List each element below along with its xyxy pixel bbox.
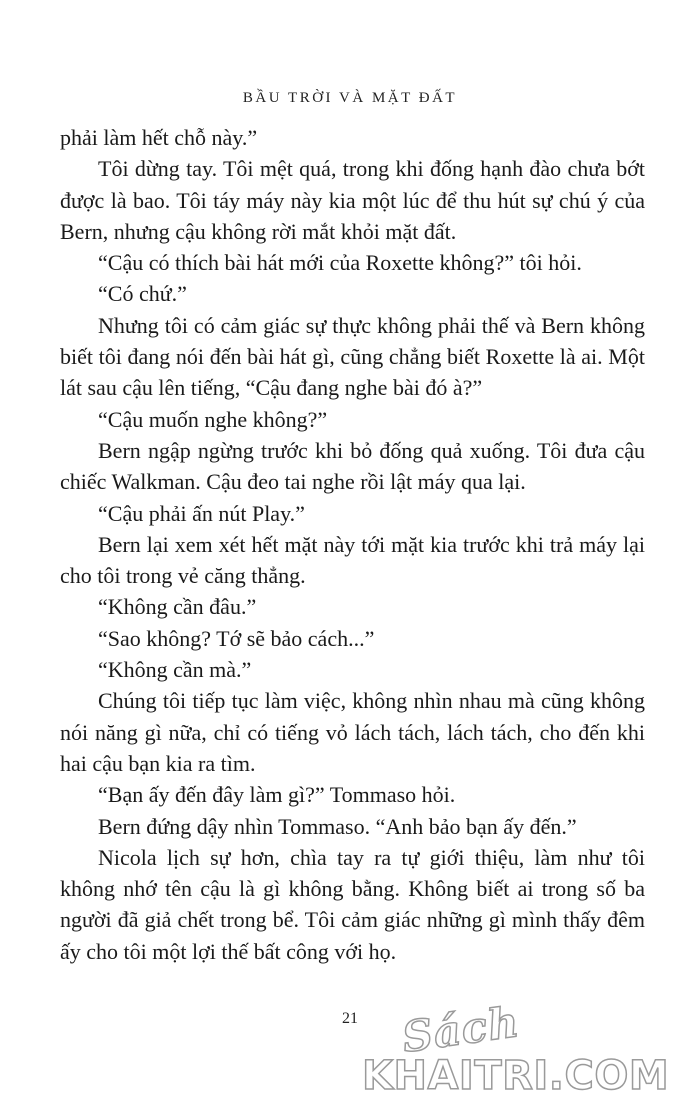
paragraph-5: Nhưng tôi có cảm giác sự thực không phải thế và Bern không biết tôi đang nói đến bài hát gì, cũng chẳng biết Roxette là ai. Một lát sau cậu lên tiếng, “Cậu đang nghe bài đó à?”: [60, 312, 645, 401]
paragraph-4: “Có chứ.”: [98, 281, 187, 307]
paragraph-13: Chúng tôi tiếp tục làm việc, không nhìn nhau mà cũng không nói năng gì nữa, chỉ có tiếng vỏ lách tách, lách tách, cho đến khi hai cậu bạn kia ra tìm.: [60, 688, 645, 776]
paragraph-1: phải làm hết chỗ này.”: [60, 125, 258, 150]
paragraph-12: “Không cần mà.”: [98, 657, 252, 683]
watermark-logo: [362, 997, 682, 1113]
paragraph-3: “Cậu có thích bài hát mới của Roxette không?” tôi hỏi.: [98, 250, 582, 276]
paragraph-16: Nicola lịch sự hơn, chìa tay ra tự giới thiệu, làm như tôi không nhớ tên cậu là gì không bằng. Không biết ai trong số ba người đã giả chết trong bể. Tôi cảm giác những gì mình thấy đêm ấy cho tôi một lợi thế bất công với họ.: [60, 844, 645, 964]
paragraph-9: Bern lại xem xét hết mặt này tới mặt kia trước khi trả máy lại cho tôi trong vẻ căng thẳng.: [60, 531, 645, 589]
paragraph-2: Tôi dừng tay. Tôi mệt quá, trong khi đống hạnh đào chưa bớt được là bao. Tôi táy máy này kia một lúc để thu hút sự chú ý của Bern, nhưng cậu không rời mắt khỏi mặt đất.: [60, 156, 645, 244]
paragraph-14: “Bạn ấy đến đây làm gì?” Tommaso hỏi.: [98, 782, 456, 808]
paragraph-15: Bern đứng dậy nhìn Tommaso. “Anh bảo bạn ấy đến.”: [98, 813, 577, 839]
page-number: 21: [342, 1010, 358, 1027]
paragraph-11: “Sao không? Tớ sẽ bảo cách...”: [98, 625, 375, 651]
paragraph-8: “Cậu phải ấn nút Play.”: [98, 500, 305, 526]
paragraph-6: “Cậu muốn nghe không?”: [98, 406, 328, 432]
running-header: BẦU TRỜI VÀ MẶT ĐẤT: [242, 90, 458, 106]
paragraph-10: “Không cần đâu.”: [98, 594, 257, 620]
body-text: [60, 122, 645, 967]
watermark-main-text: KHAITRI.COM: [362, 1053, 670, 1099]
paragraph-7: Bern ngập ngừng trước khi bỏ đống quả xuống. Tôi đưa cậu chiếc Walkman. Cậu đeo tai nghe rồi lật máy qua lại.: [60, 437, 645, 495]
watermark-script-text: Sách: [399, 997, 523, 1062]
